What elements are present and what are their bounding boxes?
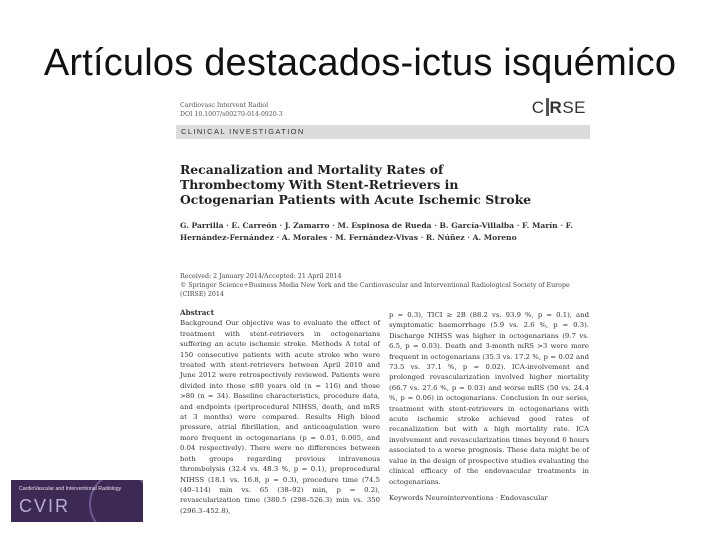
authors: G. Parrilla · E. Carreón · J. Zamarro · M. Espinosa de Rueda · B. García-Villalba · F. Marín · F. Hernández-Fernández · A. Morales · M. Fernández-Vivas · R. Núñez · A. Moreno bbox=[180, 221, 573, 242]
copyright: © Springer Science+Business Media New York and the Cardiovascular and Interventional Radiological Society of Europe (CIRSE) 2014 bbox=[180, 282, 570, 298]
abstract-right-text: p = 0.3), TICI ≥ 2B (88.2 vs. 93.9 %, p = 0.1), and symptomatic haemorrhage (5.9 vs. 2.6 %, p = 0.3). Discharge NIHSS was higher in octogenarians (9.7 vs. 6.5, p = 0.03). Death and 3-month mRS >3 were more frequent in octogenarians (35.3 vs. 17.2 %, p = 0.02 and 73.5 vs. 37.1 %, p = 0.02). ICA-involvement and prolonged revascularization involved higher mortality (66.7 vs. 27.6 %, p = 0.03) and worse mRS (50 vs. 24.4 %, p = 0.06) in octogenarians. Conclusion In our series, treatment with stent-retrievers in octogenarians with acute ischemic stroke achieved good rates of recanalization but with a high mortality rate. ICA involvement and revascularization times beyond 6 hours associated to a worse prognosis. These data might be of value in the design of prospective studies evaluating the clinical efficacy of the endovascular treatments in octogenarians. bbox=[389, 311, 589, 486]
badge-subtitle: CardioVascular and Interventional Radiology bbox=[19, 486, 122, 492]
received-dates: Received: 2 January 2014/Accepted: 21 April 2014 bbox=[180, 273, 342, 280]
abstract-left-text: Background Our objective was to evaluate the effect of treatment with stent-retrievers in octogenarians suffering an acute ischemic stroke. Methods A total of 150 consecutive patients with acute stroke who were treated with stent-retrievers between April 2010 and June 2012 were retrospectively reviewed. Patients were divided into those ≤80 years old (n = 116) and those >80 (n = 34). Baseline characteristics, procedure data, and endpoints (periprocedural NIHSS, death, and mRS at 3 months) were compared. Results High blood pressure, atrial fibrillation, and anticoagulation were more frequent in octogenarians (p = 0.01, 0.005, and 0.04 respectively). There were no differences between both groups regarding previous intravenous thrombolysis (32.4 vs. 48.3 %, p = 0.1), preprocedural NIHSS (18.1 vs. 16.8, p = 0.3), procedure time (74.5 (40–114) min vs. 65 (38–92) min, p = 0.2), revascularization time (380.5 (298–526.3) min vs. 350 (296.3–452.8), bbox=[180, 319, 380, 515]
logo-left: C bbox=[531, 98, 545, 117]
logo-right: SE bbox=[562, 98, 586, 117]
journal-name: Cardiovasc Intervent Radiol bbox=[180, 102, 269, 109]
abstract-left-column bbox=[180, 308, 380, 516]
journal-badge bbox=[11, 480, 143, 522]
abstract-heading: Abstract bbox=[180, 308, 215, 317]
logo-bar-icon bbox=[546, 98, 549, 116]
cirse-logo bbox=[532, 98, 586, 118]
abstract-right-column bbox=[389, 310, 589, 503]
section-label: CLINICAL INVESTIGATION bbox=[176, 125, 590, 139]
paper-page bbox=[176, 98, 590, 540]
logo-bold: R bbox=[549, 98, 563, 117]
received-info bbox=[180, 272, 590, 299]
keywords: Keywords Neurointerventions · Endovascular bbox=[389, 493, 548, 502]
badge-title: CVIR bbox=[19, 496, 71, 516]
doi: DOI 10.1007/s00270-014-0920-3 bbox=[180, 111, 283, 118]
slide-title: Artículos destacados-ictus isquémico bbox=[43, 42, 677, 84]
paper-title: Recanalization and Mortality Rates of Thrombectomy With Stent-Retrievers in Octogenarian Patients with Acute Ischemic Stroke bbox=[180, 162, 532, 207]
